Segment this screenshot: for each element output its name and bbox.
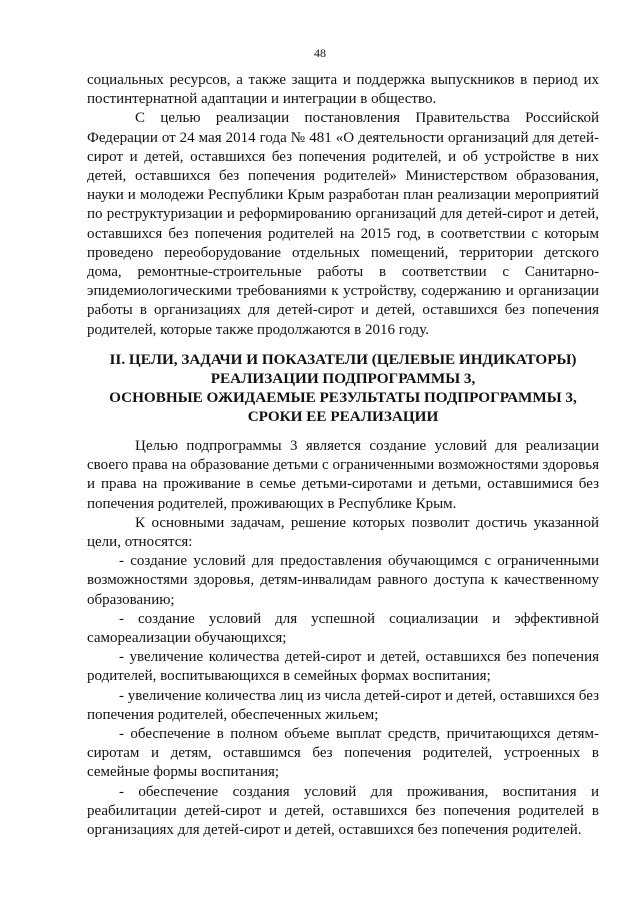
section-heading-line-2: РЕАЛИЗАЦИИ ПОДПРОГРАММЫ 3, — [210, 370, 476, 387]
page-number: 48 — [314, 46, 326, 60]
intro-paragraph-plan: С целью реализации постановления Правительства Российской Федерации от 24 мая 2014 года № 481 «О деятельности организаций для детей-сирот и детей, оставшихся без попечения родителей, и об устройстве в них детей, оставшихся без попечения родителей» Министерством образования, науки и молодежи Республики Крым разработан план реализации мероприятий по реструктуризации и реформированию организаций для детей-сирот и детей, оставшихся без попечения родителей на 2015 год, в соответствии с которым проведено переоборудование отдельных помещений, территории детского дома, ремонтные-строительные работы в соответствии с Санитарно-эпидемиологическими требованиями к устройству, содержанию и организации работы в организациях для детей-сирот и детей, оставшихся без попечения родителей, которые также продолжаются в 2016 году. — [87, 110, 599, 338]
section-heading-line-4: СРОКИ ЕЕ РЕАЛИЗАЦИИ — [247, 408, 439, 425]
intro-text-block — [87, 71, 599, 340]
tasks-intro-paragraph: К основными задачам, решение которых позволит достичь указанной цели, относятся: — [87, 514, 599, 551]
task-item: - увеличение количества детей-сирот и детей, оставшихся без попечения родителей, воспитывающихся в семейных формах воспитания; — [87, 649, 599, 685]
goal-paragraph: Целью подпрограммы 3 является создание условий для реализации своего права на образование детьми с ограниченными возможностями здоровья и права на проживание в семье детьми-сиротами и детьми, оставшимися без попечения родителей, проживающих в Республике Крым. — [87, 438, 599, 512]
task-item: - создание условий для успешной социализации и эффективной самореализации обучающихся; — [87, 610, 599, 647]
section-heading-line-1: II. ЦЕЛИ, ЗАДАЧИ И ПОКАЗАТЕЛИ (ЦЕЛЕВЫЕ ИНДИКАТОРЫ) — [109, 351, 577, 368]
section-heading-line-3: ОСНОВНЫЕ ОЖИДАЕМЫЕ РЕЗУЛЬТАТЫ ПОДПРОГРАММЫ 3, — [109, 389, 577, 406]
section-heading — [87, 350, 599, 426]
intro-paragraph-continuation: социальных ресурсов, а также защита и поддержка выпускников в период их постинтернатной адаптации и интеграции в общество. — [87, 72, 599, 108]
task-item: - обеспечение в полном объеме выплат средств, причитающихся детям-сиротам и детям, оставшимся без попечения родителей, устроенных в семейные формы воспитания; — [87, 726, 599, 781]
task-item: - создание условий для предоставления обучающимся с ограниченными возможностями здоровья, детям-инвалидам равного доступа к качественному образованию; — [87, 553, 599, 608]
goals-text-block — [87, 437, 599, 840]
task-item: - увеличение количества лиц из числа детей-сирот и детей, оставшихся без попечения родителей, обеспеченных жильем; — [87, 687, 599, 723]
task-item: - обеспечение создания условий для проживания, воспитания и реабилитации детей-сирот и детей, оставшихся без попечения родителей в организациях для детей-сирот и детей, оставшихся без попечения родителей. — [87, 783, 599, 839]
